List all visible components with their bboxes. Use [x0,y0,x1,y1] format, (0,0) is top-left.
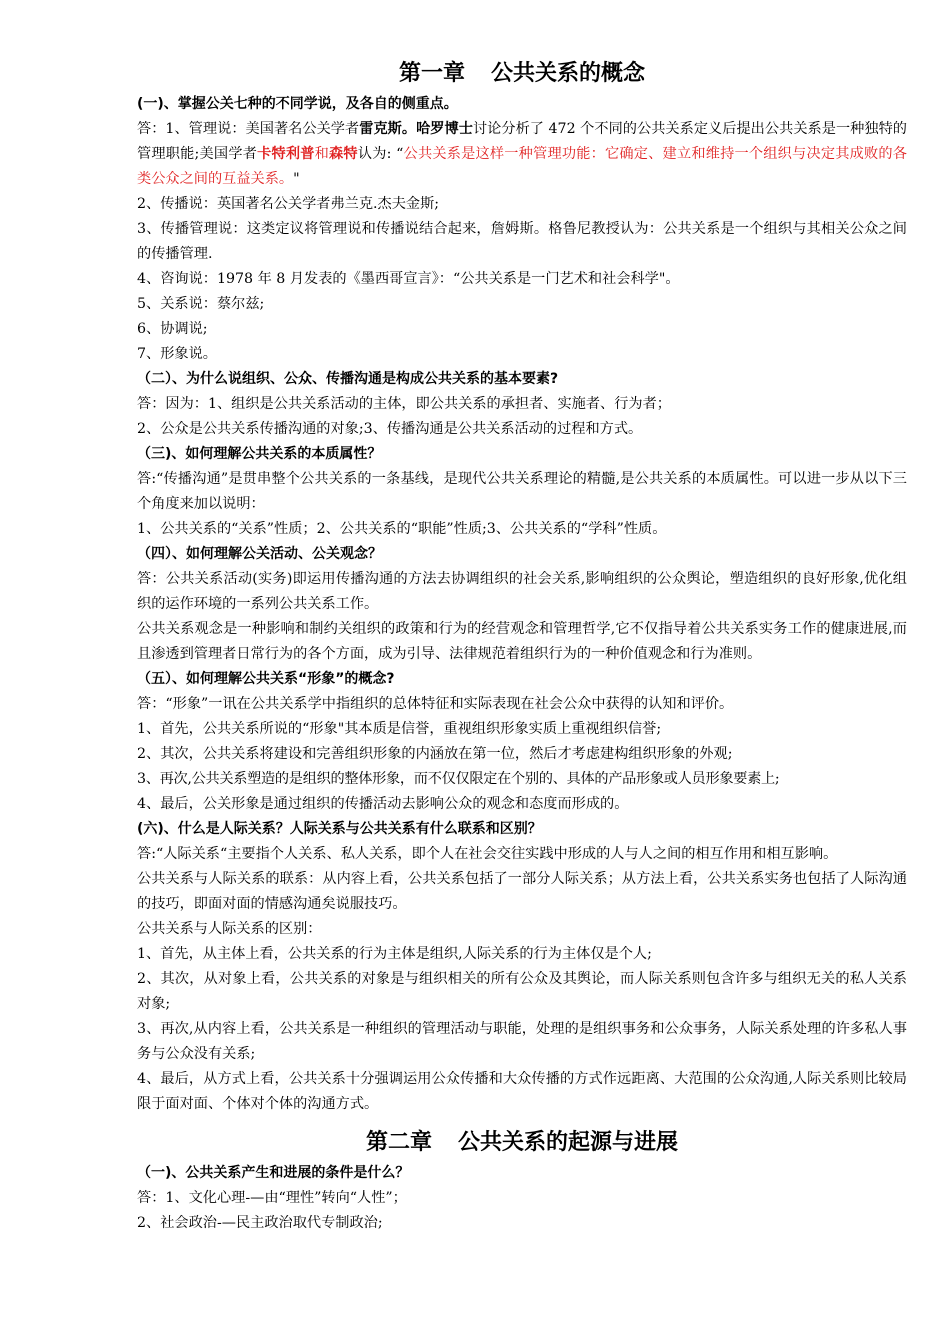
question-heading: （四）、如何理解公关活动、公关观念？ [137,546,382,562]
answer-paragraph: 3、再次,从内容上看，公共关系是一种组织的管理活动与职能，处理的是组织事务和公众事务，人际关系处理的许多私人事务与公众没有关系; [137,1021,907,1062]
answer-paragraph: 4、最后，从方式上看，公共关系十分强调运用公众传播和大众传播的方式作远距离、大范围的公众沟通,人际关系则比较局限于面对面、个体对个体的沟通方式。 [137,1071,907,1112]
answer-line: 1、首先，从主体上看，公共关系的行为主体是组织,人际关系的行为主体仅是个人; [137,946,652,962]
definition-quote: 公共关系是这样一种管理功能：它确定、建立和维持一个组织与决定其成败的各类公众之间的互益关系。 [137,146,907,187]
question-heading: （一)、公共关系产生和进展的条件是什么？ [137,1165,410,1181]
chapter-1-title [137,56,907,92]
document-page [137,56,907,1236]
answer-line: 1、公共关系的“关系”性质；2、公共关系的“职能”性质;3、公共关系的“学科”性质。 [137,521,667,537]
scholar-name: 卡特利普 [257,146,315,162]
answer-paragraph: 答：公共关系活动(实务)即运用传播沟通的方法去协调组织的社会关系,影响组织的公众舆论，塑造组织的良好形象,优化组织的运作环境的一系列公共关系工作。 [137,571,907,612]
question-heading: （二）、为什么说组织、公众、传播沟通是构成公共关系的基本要素? [137,371,559,387]
answer-line: 公共关系与人际关系的区别： [137,921,322,937]
answer-paragraph: 公共关系观念是一种影响和制约关组织的政策和行为的经营观念和管理哲学,它不仅指导着公共关系实务工作的健康进展,而且渗透到管理者日常行为的各个方面，成为引导、法律规范着组织行为的一种价值观念和行为准则。 [137,621,907,662]
chapter-name: 公共关系的起源与进展 [458,1130,679,1155]
answer-paragraph: 答:“传播沟通”是贯串整个公共关系的一条基线，是现代公共关系理论的精髓,是公共关系的本质属性。可以进一步从以下三个角度来加以说明： [137,471,907,512]
answer-line: 4、咨询说：1978 年 8 月发表的《墨西哥宣言》：“公共关系是一门艺术和社会科学"。 [137,271,680,287]
scholar-name: 森特 [329,146,358,162]
answer-line: 2、公众是公共关系传播沟通的对象;3、传播沟通是公共关系活动的过程和方式。 [137,421,643,437]
answer-paragraph: 答：1、管理说：美国著名公关学者雷克斯。哈罗博士讨论分析了 472 个不同的公共关系定义后提出公共关系是一种独特的管理职能;美国学者卡特利普和森特认为: “公共关系是这样一种管理功能：它确定、建立和维持一个组织与决定其成败的各类公众之间的互益关系。" [137,121,907,187]
chapter-name: 公共关系的概念 [491,61,646,86]
answer-paragraph: 2、其次，从对象上看，公共关系的对象是与组织相关的所有公众及其舆论，而人际关系则包含许多与组织无关的私人关系对象; [137,971,907,1012]
answer-paragraph: 公共关系与人际关系的联系：从内容上看，公共关系包括了一部分人际关系；从方法上看，公共关系实务也包括了人际沟通的技巧，即面对面的情感沟通矣说服技巧。 [137,871,907,912]
answer-line: 5、关系说：蔡尔兹; [137,296,265,312]
answer-line: 4、最后，公关形象是通过组织的传播活动去影响公众的观念和态度而形成的。 [137,796,629,812]
question-heading: (六)、什么是人际关系？人际关系与公共关系有什么联系和区别？ [137,821,542,837]
answer-paragraph: 答:“人际关系“主要指个人关系、私人关系，即个人在社会交往实践中形成的人与人之间的相互作用和相互影响。 [137,846,838,862]
scholar-name: 雷克斯。哈罗博士 [359,121,473,137]
question-heading: (一)、掌握公关七种的不同学说，及各自的侧重点。 [137,96,458,112]
answer-line: 答：1、文化心理-—由“理性”转向“人性”； [137,1190,407,1206]
chapter-2-title [137,1125,907,1161]
answer-line: 答：“形象”一讯在公共关系学中指组织的总体特征和实际表现在社会公众中获得的认知和评价。 [137,696,734,712]
answer-line: 6、协调说; [137,321,208,337]
answer-line: 2、其次，公共关系将建设和完善组织形象的内涵放在第一位，然后才考虑建构组织形象的外观; [137,746,733,762]
answer-line: 3、传播管理说：这类定议将管理说和传播说结合起来，詹姆斯。格鲁尼教授认为：公共关系是一个组织与其相关公众之间的传播管理. [137,221,907,262]
answer-line: 1、首先，公共关系所说的“形象"其本质是信誉，重视组织形象实质上重视组织信誉; [137,721,662,737]
answer-line: 2、传播说：英国著名公关学者弗兰克.杰夫金斯; [137,196,440,212]
answer-line: 3、再次,公共关系塑造的是组织的整体形象，而不仅仅限定在个别的、具体的产品形象或人员形象要素上; [137,771,780,787]
chapter-number: 第二章 [365,1130,432,1155]
answer-line: 7、形象说。 [137,346,217,362]
answer-line: 答：因为：1、组织是公共关系活动的主体，即公共关系的承担者、实施者、行为者； [137,396,671,412]
answer-line: 2、社会政治-—民主政治取代专制政治; [137,1215,383,1231]
question-heading: （三)、如何理解公共关系的本质属性？ [137,446,382,462]
question-heading: （五）、如何理解公共关系“形象”的概念? [137,671,395,687]
chapter-number: 第一章 [398,61,465,86]
